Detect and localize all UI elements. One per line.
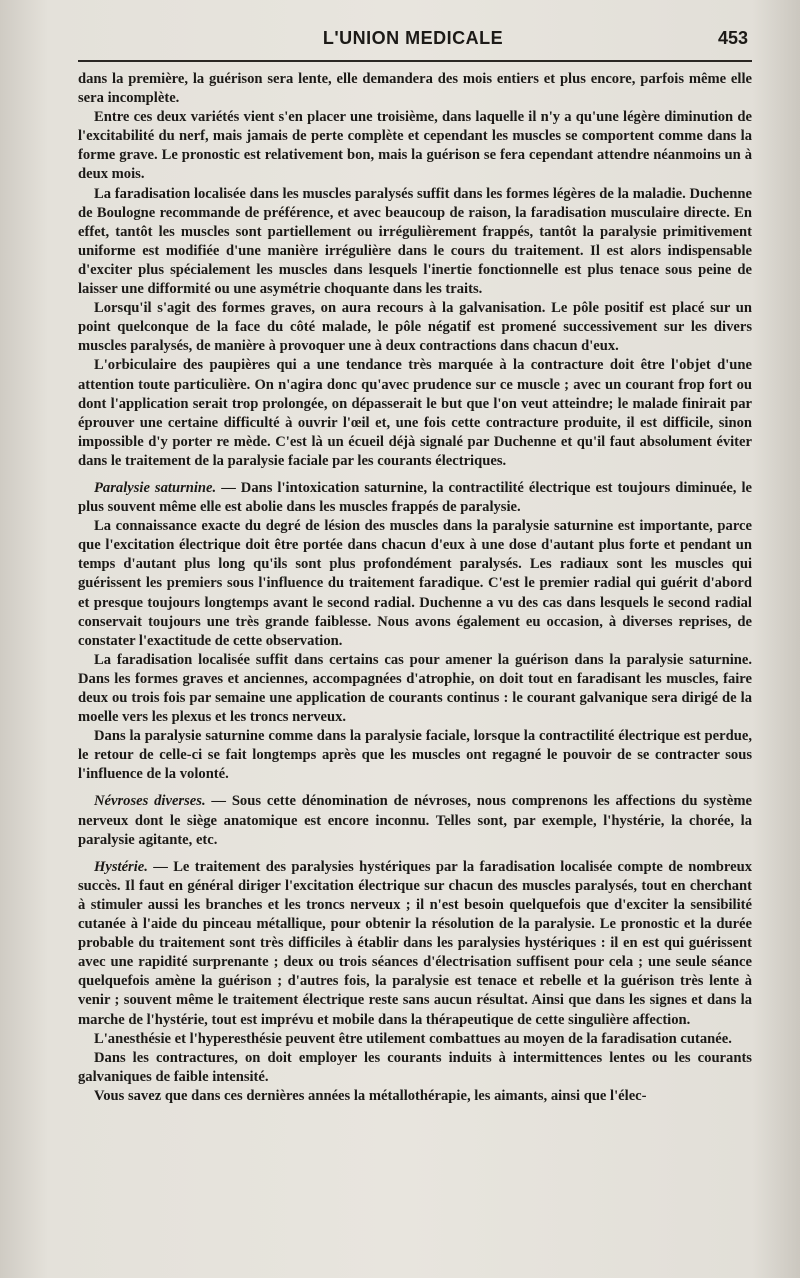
paragraph-8 (78, 651, 752, 727)
paragraph-9 (78, 727, 752, 784)
paragraph-14 (78, 1087, 752, 1106)
section-title: Paralysie saturnine. (94, 479, 217, 496)
paragraph-2 (78, 108, 752, 184)
page-number: 453 (717, 28, 748, 48)
header-rule (78, 60, 752, 62)
paragraph-text: dans la première, la guérison sera lente, elle demandera des mois entiers et plus encore, parfois même elle sera incomplète. (78, 71, 752, 107)
paragraph-text: L'anesthésie et l'hyperesthésie peuvent être utilement combattues au moyen de la faradisation cutanée. (94, 1030, 732, 1047)
paragraph-13 (78, 1049, 752, 1087)
paragraph-text: La faradisation localisée dans les muscles paralysés suffit dans les formes légères de la maladie. Duchenne de Boulogne recommande de préférence, et avec beaucoup de raison, la faradisation musculaire directe. En effet, tantôt les muscles sont partiellement ou irrégulièrement frappés, tantôt la paralysie primitivement uniforme est modifiée d'une manière irrégulière dans le cours du traitement. Il est alors indispensable d'exciter plus spécialement les muscles dans lesquels l'inertie fonctionnelle est plus tenace sous peine de laisser une difformité ou une asymétrie choquante dans les traits. (78, 185, 752, 298)
paragraph-text: Dans la paralysie saturnine comme dans la paralysie faciale, lorsque la contractilité électrique est perdue, le retour de celle-ci se fait longtemps après que les muscles ont regagné le pouvoir de se contracter sous l'influence de la volonté. (78, 728, 752, 783)
paragraph-text: — Sous cette dénomination de névroses, nous comprenons les affections du système nerveux dont le siège anatomique est encore inconnu. Telles sont, par exemple, l'hystérie, la chorée, la paralysie agitante, etc. (78, 793, 752, 848)
paragraph-4 (78, 299, 752, 356)
paragraph-text: — Le traitement des paralysies hystériques par la faradisation localisée compte de nombreux succès. Il faut en général diriger l'excitation électrique sur chacun des muscles paralysés, tout en cherchant à stimuler aussi les branches et les troncs nerveux ; il n'est besoin quelquefois que d'exciter la sensibilité cutanée à l'aide du pinceau métallique, pour obtenir la résolution de la paralysie. Le pronostic et la durée probable du traitement sont très difficiles à établir dans les paralysies hystériques : il en est qui guérissent avec une rapidité surprenante ; deux ou trois séances d'électrisation suffisent pour cela ; une seule séance quelquefois amène la guérison ; d'autres fois, la paralysie est tenace et rebelle et la guérison très lente à venir ; souvent même le traitement électrique reste sans aucun résultat. Ainsi que dans les signes et dans la marche de l'hystérie, tout est imprévu et mobile dans la thérapeutique de cette singulière affection. (78, 858, 752, 1028)
paragraph-5 (78, 356, 752, 471)
paragraph-text: L'orbiculaire des paupières qui a une tendance très marquée à la contracture doit être l'objet d'une attention toute particulière. On n'agira donc qu'avec prudence sur ce muscle ; avec un courant frop fort ou dont l'application serait trop prolongée, on dépasserait le but que l'on veut atteindre; le malade finirait par éprouver une certaine difficulté à ouvrir l'œil et, une fois cette contracture produite, il est difficile, sinon impossible d'y porter re mède. C'est là un écueil déjà signalé par Duchenne et qu'il faut absolument éviter dans le traitement de la paralysie faciale par les courants électriques. (78, 357, 752, 469)
paragraph-text: Entre ces deux variétés vient s'en placer une troisième, dans laquelle il n'y a qu'une légère diminution de l'excitabilité du nerf, mais jamais de perte complète et cependant les muscles se comportent comme dans la forme grave. Le pronostic est relativement bon, mais la guérison se fera cependant attendre néanmoins un à deux mois. (78, 109, 752, 183)
paragraph-text: La faradisation localisée suffit dans certains cas pour amener la guérison dans la paralysie saturnine. Dans les formes graves et anciennes, accompagnées d'atrophie, on doit tout en faradisant les muscles, faire deux ou trois fois par semaine une application de courants continus : le courant galvanique sera dirigé de la moelle vers les plexus et les troncs nerveux. (78, 651, 752, 726)
paragraph-text: Lorsqu'il s'agit des formes graves, on aura recours à la galvanisation. Le pôle positif est placé sur un point quelconque de la face du côté malade, le pôle négatif est promené successivement sur les divers muscles paralysés, de manière à provoquer une à deux contractions dans chacun d'eux. (78, 300, 752, 355)
paragraph-3 (78, 185, 752, 300)
paragraph-hysterie (78, 858, 752, 1030)
section-title: Hystérie. (94, 858, 148, 875)
paragraph-text: — Dans l'intoxication saturnine, la contractilité électrique est toujours diminuée, le plus souvent même elle est abolie dans les muscles frappés de paralysie. (78, 479, 752, 516)
paragraph-text: La connaissance exacte du degré de lésion des muscles dans la paralysie saturnine est importante, parce que l'excitation électrique doit être portée dans chacun d'eux à une dose d'autant plus forte et pendant un temps d'autant plus long qu'ils sont plus profondément paralysés. Les radiaux sont les muscles qui guérissent les premiers sous l'influence du traitement faradique. C'est le premier radial qui guérit d'abord et presque toujours longtemps avant le second radial. Duchenne a vu des cas dans lesquels le second radial conservait toujours une très grande faiblesse. Nous avons également eu occasion, à diverses reprises, de constater l'exactitude de cette observation. (78, 518, 752, 649)
body-text (78, 70, 752, 1106)
paragraph-12 (78, 1030, 752, 1049)
paragraph-1 (78, 70, 752, 108)
paragraph-nevroses-diverses (78, 792, 752, 849)
paragraph-text: Vous savez que dans ces dernières années la métallothérapie, les aimants, ainsi que l'élec- (94, 1087, 647, 1104)
running-title: L'UNION MEDICALE (322, 28, 504, 48)
paragraph-7 (78, 517, 752, 651)
paragraph-paralysie-saturnine (78, 479, 752, 517)
paragraph-text: Dans les contractures, on doit employer les courants induits à intermittences lentes ou les courants galvaniques de faible intensité. (78, 1049, 752, 1085)
section-title: Névroses diverses. (94, 793, 206, 810)
page-header (78, 26, 748, 56)
